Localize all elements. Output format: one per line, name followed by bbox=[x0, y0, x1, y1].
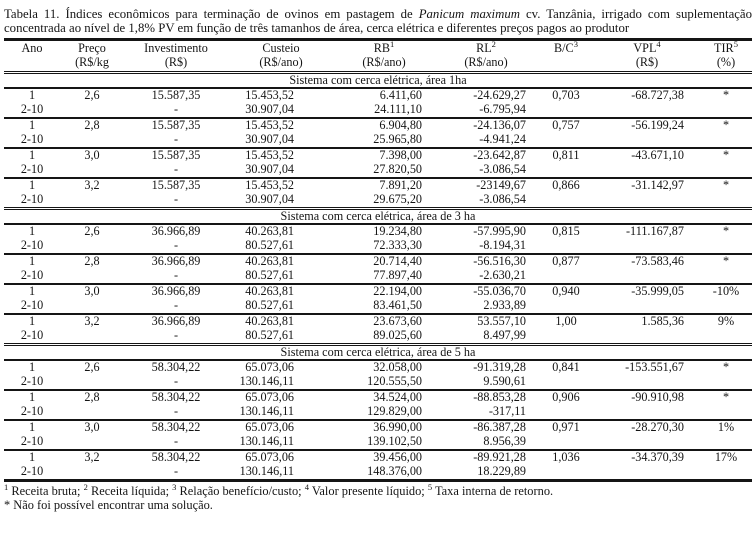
cell-rb: 7.398,00 bbox=[334, 148, 434, 163]
cell-rl: -23.642,87 bbox=[434, 148, 538, 163]
cell-b-c bbox=[538, 239, 594, 254]
cell-tir bbox=[700, 269, 752, 284]
footnote-asterisk: * Não foi possível encontrar uma solução. bbox=[4, 498, 213, 512]
table-row bbox=[4, 420, 752, 435]
cell-rl: -3.086,54 bbox=[479, 163, 526, 177]
cell-rb: 89.025,60 bbox=[373, 329, 422, 343]
col-header-unit: (R$/kg bbox=[75, 54, 109, 69]
cell-investimento: - bbox=[173, 435, 179, 449]
cell-tir: 9% bbox=[700, 314, 752, 329]
cell-ano: 1 bbox=[4, 178, 60, 193]
col-header-rl bbox=[434, 40, 538, 73]
cell-rl: 53.557,10 bbox=[434, 314, 538, 329]
col-header-unit: (R$/ano) bbox=[362, 54, 406, 69]
cell-rb: 7.891,20 bbox=[334, 178, 434, 193]
table-row bbox=[4, 465, 752, 481]
cell-b-c bbox=[538, 329, 594, 345]
cell-vpl: 1.585,36 bbox=[594, 314, 700, 329]
cell-investimento: 58.304,22 bbox=[151, 360, 201, 375]
col-header-unit: (R$/ano) bbox=[259, 54, 303, 69]
cell-investimento: 15.587,35 bbox=[124, 118, 228, 133]
cell-b-c bbox=[538, 193, 594, 209]
cell-rb: 77.897,40 bbox=[373, 269, 422, 283]
footnote-definitions: $^1$ Receita bruta; $^2$ Receita líquida; $^3$ Relação benefício/custo; $^4$ Valor presente líquido; $^5$ Taxa interna de retorno. bbox=[4, 481, 554, 498]
table-row bbox=[4, 224, 752, 239]
cell-vpl: -35.999,05 bbox=[594, 284, 700, 299]
cell-vpl: -56.199,24 bbox=[594, 118, 700, 133]
cell-rb: 22.194,00 bbox=[334, 284, 434, 299]
cell-pre-o: 3,0 bbox=[60, 284, 124, 299]
cell-b-c: 0,703 bbox=[552, 88, 580, 103]
cell-custeio: 30.907,04 bbox=[245, 193, 294, 207]
col-header-ano bbox=[4, 40, 60, 73]
cell-pre-o: 3,2 bbox=[60, 314, 124, 329]
cell-custeio: 65.073,06 bbox=[228, 450, 334, 465]
footnote-marker: 3 bbox=[172, 481, 177, 492]
table-row bbox=[4, 163, 752, 178]
cell-b-c: 0,841 bbox=[552, 360, 580, 375]
cell-rb: 27.820,50 bbox=[373, 163, 422, 177]
cell-pre-o: 2,6 bbox=[84, 224, 100, 239]
cell-custeio: 80.527,61 bbox=[245, 329, 294, 343]
cell-custeio: 65.073,06 bbox=[228, 390, 334, 405]
table-row bbox=[4, 284, 752, 299]
cell-custeio: 15.453,52 bbox=[228, 148, 334, 163]
cell-b-c: 0,815 bbox=[552, 224, 580, 239]
cell-b-c: 0,866 bbox=[538, 178, 594, 193]
table-row bbox=[4, 88, 752, 103]
cell-rb: 29.675,20 bbox=[373, 193, 422, 207]
header-superscript: 1 bbox=[390, 39, 395, 49]
section-title: Sistema com cerca elétrica, área 1ha bbox=[4, 73, 752, 89]
cell-investimento: 15.587,35 bbox=[124, 178, 228, 193]
cell-pre-o bbox=[60, 405, 124, 420]
col-header-b-c bbox=[538, 40, 594, 73]
cell-pre-o bbox=[60, 103, 124, 118]
col-header-label: $B/C^3$ bbox=[554, 39, 578, 55]
cell-pre-o bbox=[60, 465, 124, 481]
col-header-unit bbox=[538, 56, 594, 70]
cell-rb: 34.524,00 bbox=[334, 390, 434, 405]
cell-b-c bbox=[538, 375, 594, 390]
cell-rl: 8.497,99 bbox=[483, 329, 526, 343]
cell-pre-o: 2,8 bbox=[60, 390, 124, 405]
cell-custeio: 40.263,81 bbox=[228, 284, 334, 299]
col-header-label: Preço bbox=[78, 41, 106, 55]
footnotes bbox=[4, 481, 752, 512]
cell-rb: 19.234,80 bbox=[373, 224, 422, 239]
cell-vpl: -28.270,30 bbox=[594, 420, 700, 435]
cell-ano: 1 bbox=[4, 254, 60, 269]
cell-tir: * bbox=[700, 390, 752, 405]
cell-rb: 36.990,00 bbox=[334, 420, 434, 435]
table-row bbox=[4, 360, 752, 375]
cell-custeio: 40.263,81 bbox=[228, 314, 334, 329]
col-header-vpl bbox=[594, 40, 700, 73]
cell-vpl bbox=[594, 329, 700, 345]
cell-investimento: - bbox=[173, 465, 179, 479]
caption-species-name: Panicum maximum bbox=[418, 7, 520, 21]
col-header-investimento bbox=[124, 40, 228, 73]
cell-tir bbox=[700, 375, 752, 390]
cell-rb: 39.456,00 bbox=[334, 450, 434, 465]
cell-custeio: 30.907,04 bbox=[245, 133, 294, 147]
cell-vpl bbox=[594, 103, 700, 118]
col-header-label: TIR$^5$ bbox=[714, 39, 738, 55]
cell-investimento: 58.304,22 bbox=[124, 390, 228, 405]
cell-ano: 2-10 bbox=[20, 133, 44, 147]
cell-tir: 1% bbox=[700, 420, 752, 435]
cell-b-c: 0,906 bbox=[538, 390, 594, 405]
table-body bbox=[4, 73, 752, 481]
cell-pre-o: 3,0 bbox=[60, 148, 124, 163]
col-header-custeio bbox=[228, 40, 334, 73]
cell-rl: -6.795,94 bbox=[479, 103, 526, 117]
cell-tir bbox=[700, 299, 752, 314]
cell-tir: * bbox=[722, 88, 730, 103]
cell-b-c bbox=[538, 435, 594, 450]
table-row bbox=[4, 435, 752, 450]
cell-custeio: 65.073,06 bbox=[228, 420, 334, 435]
cell-rb: 24.111,10 bbox=[374, 103, 422, 117]
cell-vpl: -90.910,98 bbox=[594, 390, 700, 405]
cell-pre-o bbox=[60, 133, 124, 148]
cell-rb: 129.829,00 bbox=[367, 405, 422, 419]
cell-custeio: 40.263,81 bbox=[228, 254, 334, 269]
cell-ano: 1 bbox=[4, 284, 60, 299]
cell-rl: -56.516,30 bbox=[434, 254, 538, 269]
cell-investimento: - bbox=[173, 405, 179, 419]
cell-rl: -91.319,28 bbox=[473, 360, 526, 375]
cell-investimento: 36.966,89 bbox=[124, 254, 228, 269]
cell-rl: -88.853,28 bbox=[434, 390, 538, 405]
header-superscript: 3 bbox=[573, 39, 578, 49]
cell-custeio: 80.527,61 bbox=[245, 299, 294, 313]
cell-investimento: - bbox=[173, 103, 179, 117]
col-header-tir bbox=[700, 40, 752, 73]
cell-tir bbox=[700, 405, 752, 420]
cell-custeio: 80.527,61 bbox=[245, 239, 294, 253]
economic-indices-table bbox=[4, 38, 752, 482]
cell-tir: * bbox=[722, 360, 730, 375]
cell-rb: 72.333,30 bbox=[373, 239, 422, 253]
cell-custeio: 30.907,04 bbox=[245, 103, 294, 117]
cell-investimento: 15.587,35 bbox=[124, 148, 228, 163]
cell-tir bbox=[700, 163, 752, 178]
cell-investimento: 15.587,35 bbox=[151, 88, 201, 103]
cell-rl: -3.086,54 bbox=[479, 193, 526, 207]
cell-vpl bbox=[594, 375, 700, 390]
cell-vpl bbox=[594, 299, 700, 314]
cell-pre-o bbox=[60, 329, 124, 345]
cell-tir: * bbox=[700, 148, 752, 163]
table-row bbox=[4, 405, 752, 420]
cell-ano: 1 bbox=[28, 224, 36, 239]
cell-tir bbox=[700, 435, 752, 450]
cell-rb: 148.376,00 bbox=[367, 465, 422, 479]
table-row bbox=[4, 103, 752, 118]
cell-tir bbox=[700, 193, 752, 209]
table-row bbox=[4, 375, 752, 390]
cell-tir bbox=[700, 103, 752, 118]
cell-pre-o: 3,2 bbox=[60, 178, 124, 193]
cell-vpl: -68.727,38 bbox=[631, 88, 684, 103]
cell-custeio: 130.146,11 bbox=[239, 465, 294, 479]
cell-pre-o bbox=[60, 435, 124, 450]
cell-custeio: 65.073,06 bbox=[245, 360, 294, 375]
cell-investimento: 36.966,89 bbox=[124, 314, 228, 329]
cell-investimento: - bbox=[173, 163, 179, 177]
cell-rl: -24.629,27 bbox=[473, 88, 526, 103]
col-header-label: VPL$^4$ bbox=[633, 39, 661, 55]
cell-rb: 120.555,50 bbox=[367, 375, 422, 389]
table-caption bbox=[4, 7, 752, 35]
section-title-row-2 bbox=[4, 209, 752, 225]
cell-rl: 18.229,89 bbox=[477, 465, 526, 479]
cell-rb: 139.102,50 bbox=[367, 435, 422, 449]
cell-rl: 2.933,89 bbox=[483, 299, 526, 313]
caption-text-pre: Tabela 11. Índices econômicos para terminação de ovinos em pastagem de bbox=[4, 7, 419, 21]
table-row bbox=[4, 133, 752, 148]
col-header-unit: (R$/ano) bbox=[464, 54, 508, 69]
cell-ano: 2-10 bbox=[20, 239, 44, 253]
col-header-unit bbox=[4, 56, 60, 70]
cell-vpl bbox=[594, 239, 700, 254]
cell-pre-o bbox=[60, 193, 124, 209]
cell-pre-o: 2,8 bbox=[60, 118, 124, 133]
cell-b-c: 0,971 bbox=[538, 420, 594, 435]
cell-custeio: 130.146,11 bbox=[239, 405, 294, 419]
cell-pre-o bbox=[60, 269, 124, 284]
cell-custeio: 15.453,52 bbox=[245, 88, 294, 103]
cell-ano: 2-10 bbox=[20, 103, 44, 117]
table-row bbox=[4, 118, 752, 133]
footnote-marker: 4 bbox=[304, 481, 309, 492]
table-row bbox=[4, 148, 752, 163]
cell-vpl bbox=[594, 435, 700, 450]
cell-vpl bbox=[594, 405, 700, 420]
cell-rl: -86.387,28 bbox=[434, 420, 538, 435]
cell-tir: 17% bbox=[700, 450, 752, 465]
cell-investimento: 36.966,89 bbox=[124, 284, 228, 299]
cell-vpl: -111.167,87 bbox=[626, 224, 684, 239]
table-row bbox=[4, 269, 752, 284]
cell-tir bbox=[700, 465, 752, 481]
cell-custeio: 40.263,81 bbox=[245, 224, 294, 239]
section-title-row-3 bbox=[4, 345, 752, 361]
cell-ano: 1 bbox=[4, 420, 60, 435]
cell-ano: 2-10 bbox=[20, 435, 44, 449]
cell-rl: -2.630,21 bbox=[479, 269, 526, 283]
cell-rl: -89.921,28 bbox=[434, 450, 538, 465]
cell-b-c: 0,877 bbox=[538, 254, 594, 269]
cell-investimento: - bbox=[173, 269, 179, 283]
col-header-unit: (R$) bbox=[635, 54, 659, 69]
cell-rl: -24.136,07 bbox=[434, 118, 538, 133]
cell-custeio: 130.146,11 bbox=[239, 435, 294, 449]
cell-pre-o bbox=[60, 239, 124, 254]
cell-rl: -317,11 bbox=[488, 405, 526, 419]
cell-ano: 2-10 bbox=[20, 299, 44, 313]
cell-vpl bbox=[594, 269, 700, 284]
cell-vpl: -73.583,46 bbox=[594, 254, 700, 269]
cell-vpl bbox=[594, 193, 700, 209]
cell-custeio: 15.453,52 bbox=[228, 178, 334, 193]
cell-rb: 6.904,80 bbox=[334, 118, 434, 133]
cell-b-c bbox=[538, 405, 594, 420]
cell-ano: 2-10 bbox=[20, 329, 44, 343]
cell-investimento: - bbox=[173, 133, 179, 147]
cell-rl: -23149,67 bbox=[434, 178, 538, 193]
cell-tir: * bbox=[700, 178, 752, 193]
cell-pre-o: 3,2 bbox=[60, 450, 124, 465]
cell-b-c: 0,940 bbox=[538, 284, 594, 299]
table-row bbox=[4, 254, 752, 269]
cell-investimento: - bbox=[173, 299, 179, 313]
cell-custeio: 80.527,61 bbox=[245, 269, 294, 283]
cell-rb: 83.461,50 bbox=[373, 299, 422, 313]
cell-rb: 6.411,60 bbox=[379, 88, 422, 103]
cell-b-c bbox=[538, 133, 594, 148]
cell-rb: 20.714,40 bbox=[334, 254, 434, 269]
cell-b-c: 1,00 bbox=[538, 314, 594, 329]
col-header-label: Investimento bbox=[144, 41, 208, 55]
cell-rl: -8.194,31 bbox=[479, 239, 526, 253]
cell-investimento: 58.304,22 bbox=[124, 420, 228, 435]
cell-rb: 23.673,60 bbox=[334, 314, 434, 329]
cell-investimento: - bbox=[173, 375, 179, 389]
cell-b-c bbox=[538, 465, 594, 481]
caption-text-post: cv. Tanzânia, irrigado com suplementação concentrada ao nível de 1,8% PV em função de três tamanhos de área, cerca elétrica e diferentes preços pagos ao produtor bbox=[4, 7, 753, 35]
cell-ano: 1 bbox=[4, 118, 60, 133]
table-row bbox=[4, 239, 752, 254]
header-superscript: 5 bbox=[733, 39, 738, 49]
cell-pre-o bbox=[60, 163, 124, 178]
cell-vpl: -34.370,39 bbox=[594, 450, 700, 465]
cell-ano: 1 bbox=[4, 450, 60, 465]
cell-pre-o: 2,8 bbox=[60, 254, 124, 269]
cell-vpl bbox=[594, 163, 700, 178]
section-title-row-1 bbox=[4, 73, 752, 89]
cell-custeio: 15.453,52 bbox=[228, 118, 334, 133]
document-page bbox=[4, 7, 752, 512]
cell-tir: * bbox=[700, 118, 752, 133]
cell-b-c bbox=[538, 103, 594, 118]
cell-ano: 1 bbox=[4, 390, 60, 405]
cell-rl: -57.995,90 bbox=[473, 224, 526, 239]
cell-pre-o: 2,6 bbox=[84, 88, 100, 103]
table-row bbox=[4, 329, 752, 345]
cell-b-c: 0,811 bbox=[538, 148, 594, 163]
cell-vpl: -43.671,10 bbox=[594, 148, 700, 163]
cell-rb: 32.058,00 bbox=[373, 360, 422, 375]
header-superscript: 2 bbox=[491, 39, 496, 49]
cell-tir bbox=[700, 329, 752, 345]
cell-tir: -10% bbox=[700, 284, 752, 299]
cell-vpl: -153.551,67 bbox=[625, 360, 684, 375]
cell-tir bbox=[700, 239, 752, 254]
cell-ano: 2-10 bbox=[20, 375, 44, 389]
cell-tir: * bbox=[722, 224, 730, 239]
cell-ano: 1 bbox=[28, 88, 36, 103]
cell-ano: 2-10 bbox=[20, 269, 44, 283]
cell-pre-o bbox=[60, 299, 124, 314]
cell-ano: 2-10 bbox=[20, 193, 44, 207]
cell-investimento: 58.304,22 bbox=[124, 450, 228, 465]
cell-vpl bbox=[594, 133, 700, 148]
cell-investimento: - bbox=[173, 239, 179, 253]
cell-b-c bbox=[538, 163, 594, 178]
cell-b-c: 1,036 bbox=[538, 450, 594, 465]
cell-pre-o: 2,6 bbox=[84, 360, 100, 375]
col-header-rb bbox=[334, 40, 434, 73]
header-superscript: 4 bbox=[656, 39, 661, 49]
cell-vpl: -31.142,97 bbox=[594, 178, 700, 193]
cell-ano: 1 bbox=[28, 360, 36, 375]
cell-custeio: 30.907,04 bbox=[245, 163, 294, 177]
footnote-marker: 5 bbox=[427, 481, 433, 492]
col-header-label: $RB^1$ bbox=[373, 39, 395, 55]
cell-ano: 1 bbox=[4, 148, 60, 163]
cell-ano: 2-10 bbox=[20, 465, 44, 479]
col-header-pre-o bbox=[60, 40, 124, 73]
cell-rl: -55.036,70 bbox=[434, 284, 538, 299]
footnote-marker: 1 bbox=[4, 481, 9, 492]
cell-investimento: - bbox=[173, 193, 179, 207]
col-header-unit: (%) bbox=[716, 54, 736, 69]
col-header-unit: (R$) bbox=[164, 54, 188, 69]
footnote-marker: 2 bbox=[83, 481, 88, 492]
table-row bbox=[4, 450, 752, 465]
cell-vpl bbox=[594, 465, 700, 481]
section-title: Sistema com cerca elétrica, área de 3 ha bbox=[4, 209, 752, 225]
table-row bbox=[4, 193, 752, 209]
table-header bbox=[4, 40, 752, 73]
section-title: Sistema com cerca elétrica, área de 5 ha bbox=[4, 345, 752, 361]
header-row bbox=[4, 40, 752, 73]
cell-ano: 1 bbox=[4, 314, 60, 329]
cell-b-c bbox=[538, 299, 594, 314]
table-row bbox=[4, 314, 752, 329]
cell-b-c: 0,757 bbox=[538, 118, 594, 133]
cell-ano: 2-10 bbox=[20, 163, 44, 177]
table-row bbox=[4, 390, 752, 405]
col-header-label: $RL^2$ bbox=[476, 39, 496, 55]
table-row bbox=[4, 299, 752, 314]
cell-investimento: 36.966,89 bbox=[151, 224, 201, 239]
cell-pre-o: 3,0 bbox=[60, 420, 124, 435]
cell-custeio: 130.146,11 bbox=[239, 375, 294, 389]
col-header-label: Ano bbox=[21, 41, 43, 55]
cell-rb: 25.965,80 bbox=[373, 133, 422, 147]
cell-b-c bbox=[538, 269, 594, 284]
cell-rl: -4.941,24 bbox=[479, 133, 526, 147]
cell-rl: 9.590,61 bbox=[483, 375, 526, 389]
cell-ano: 2-10 bbox=[20, 405, 44, 419]
col-header-label: Custeio bbox=[262, 41, 300, 55]
cell-tir bbox=[700, 133, 752, 148]
cell-investimento: - bbox=[173, 329, 179, 343]
table-row bbox=[4, 178, 752, 193]
cell-pre-o bbox=[60, 375, 124, 390]
cell-tir: * bbox=[700, 254, 752, 269]
cell-rl: 8.956,39 bbox=[483, 435, 526, 449]
